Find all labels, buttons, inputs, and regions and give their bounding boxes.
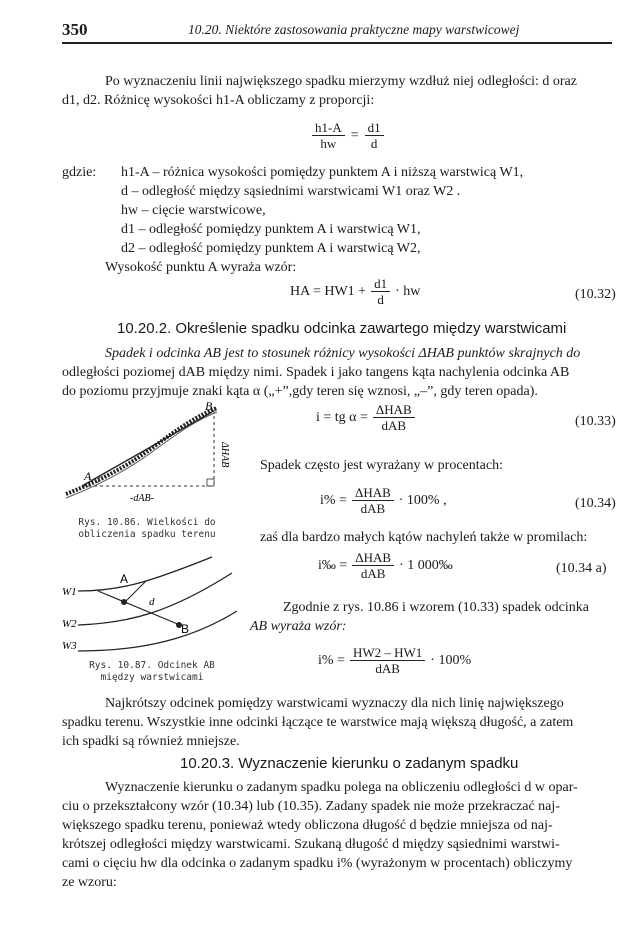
fig-1086-caption-line-2: obliczenia spadku terenu [78, 529, 216, 540]
permil-text: zaś dla bardzo małych kątów nachyleń także w promilach: [260, 530, 588, 545]
fig-1086-label-b: B [205, 399, 213, 413]
shortest-line-3: ich spadki są również mniejsze. [62, 734, 240, 749]
fig-1086-caption-line-1: Rys. 10.86. Wielkości do [78, 517, 216, 528]
fig-1087-label-a: A [120, 572, 129, 586]
proportion-eq: = [350, 127, 359, 143]
section-title-10-20-2: 10.20.2. Określenie spadku odcinka zawartego między warstwicami [117, 320, 567, 337]
last-para-line-1: Wyznaczenie kierunku o zadanym spadku polega na obliczeniu odległości d w opar- [105, 780, 578, 795]
eq-number-10-34: (10.34) [575, 496, 616, 511]
equation-10-33 [316, 402, 415, 433]
eq-number-10-33: (10.33) [575, 414, 616, 429]
last-para-line-2: ciu o przekształcony wzór (10.34) lub (10.35). Zadany spadek nie może przekraczać naj- [62, 799, 560, 814]
intro-line-2: d1, d2. Różnicę wysokości h1-A obliczamy z proporcji: [62, 93, 375, 108]
eq-1034-rhs: · 100% , [398, 492, 447, 508]
fig-1086-label-a: A [84, 469, 92, 483]
where-item-4: d1 – odległość pomiędzy punktem A i warstwicą W1, [121, 222, 421, 237]
eq-1033-lhs: i = tg α = [316, 409, 368, 425]
eq-1034-den: dAB [360, 501, 386, 516]
eq-1033-den: dAB [381, 418, 407, 433]
proportion-formula [312, 120, 384, 151]
percent-text: Spadek często jest wyrażany w procentach: [260, 458, 503, 473]
header-rule [62, 42, 612, 44]
equation-10-34 [320, 485, 447, 516]
fig-1087-label-b: B [181, 622, 190, 636]
definition-line-2: odległości poziomej dAB między nimi. Spadek i jako tangens kąta nachylenia odcinka AB [62, 365, 570, 380]
proportion-num-right: d1 [365, 120, 384, 136]
fig-1087-caption-line-1: Rys. 10.87. Odcinek AB [89, 660, 215, 671]
eq-1034a-den: dAB [360, 566, 386, 581]
eq-1034-lhs: i% = [320, 492, 347, 508]
last-para-line-5: cami o cięciu hw dla odcinka o zadanym spadku i% (wyrażonym w procentach) obliczymy [62, 856, 573, 871]
eq-1034-num: ΔHAB [352, 485, 394, 501]
contour-w1 [78, 557, 212, 591]
contour-w2 [78, 573, 232, 625]
last-para-line-6: ze wzoru: [62, 875, 117, 890]
eq-final-den: dAB [375, 661, 400, 676]
section-title-10-20-3: 10.20.3. Wyznaczenie kierunku o zadanym spadku [180, 755, 519, 772]
definition-line-1: Spadek i odcinka AB jest to stosunek różnicy wysokości ΔHAB punktów skrajnych do [105, 346, 581, 361]
fig-1086-label-delta-h: ΔHAB [219, 442, 230, 468]
where-item-5: d2 – odległość pomiędzy punktem A i warstwicą W2, [121, 241, 421, 256]
proportion-den-right: d [370, 136, 378, 151]
eq-1032-lhs: HA = HW1 + [290, 283, 367, 299]
zgodnie-line-1: Zgodnie z rys. 10.86 i wzorem (10.33) spadek odcinka [283, 600, 589, 615]
definition-line-3: do poziomu przyjmuje znaki kąta α („+”,gdy teren się wznosi, „–”, gdy teren opada). [62, 384, 538, 399]
figure-10-86-slope-diagram [62, 398, 232, 510]
intro-line-1: Po wyznaczeniu linii największego spadku mierzymy wzdłuż niej odległości: d oraz [105, 74, 577, 89]
last-para-line-4: krótszej odległości między warstwicami. Szukaną długość d między sąsiednimi warstwi- [62, 837, 560, 852]
where-item-2: d – odległość między sąsiednimi warstwicami W1 oraz W2 . [121, 184, 461, 199]
eq-1034a-num: ΔHAB [352, 550, 394, 566]
fig-1087-label-w3: W3 [62, 640, 77, 652]
eq-final-lhs: i% = [318, 652, 345, 668]
eq-final-num: HW2 – HW1 [350, 645, 425, 661]
shortest-line-2: spadku terenu. Wszystkie inne odcinki łączące te warstwice mają większą długość, a zatem [62, 715, 574, 730]
where-item-1: h1-A – różnica wysokości pomiędzy punktem A i niższą warstwicą W1, [121, 165, 524, 180]
page-number: 350 [62, 20, 88, 39]
right-angle-mark [207, 479, 214, 486]
segment-ab-line [82, 412, 212, 486]
shortest-line-1: Najkrótszy odcinek pomiędzy warstwicami wyznaczy dla nich linię największego [105, 696, 564, 711]
equation-final [318, 645, 471, 676]
point-a [121, 599, 127, 605]
fig-1087-label-w2: W2 [62, 618, 77, 630]
eq-1032-den: d [377, 292, 384, 307]
fig-1087-caption-line-2: między warstwicami [100, 672, 204, 683]
eq-1032-num: d1 [371, 276, 390, 292]
proportion-num-left: h1-A [312, 120, 345, 136]
eq-1034a-rhs: · 1 000‰ [399, 557, 453, 573]
eq-1033-num: ΔHAB [373, 402, 415, 418]
proportion-den-left: hw [320, 136, 337, 151]
where-closing: Wysokość punktu A wyraża wzór: [105, 260, 297, 275]
eq-final-rhs: · 100% [430, 652, 472, 668]
fig-1086-label-d-ab: -dAB- [130, 493, 154, 504]
last-para-line-3: większego spadku terenu, ponieważ wtedy obliczona długość d będzie mniejsza od naj- [62, 818, 553, 833]
eq-number-10-34a: (10.34 a) [556, 561, 607, 576]
equation-10-34a [318, 550, 453, 581]
where-label: gdzie: [62, 165, 97, 180]
fig-1087-label-d: d [149, 596, 155, 608]
eq-1032-rhs: · hw [395, 283, 421, 299]
eq-number-10-32: (10.32) [575, 287, 616, 302]
running-title: 10.20. Niektóre zastosowania praktyczne mapy warstwicowej [188, 22, 520, 37]
figure-10-87-contour-diagram [62, 555, 237, 659]
fig-1087-label-w1: W1 [62, 586, 77, 598]
equation-10-32 [290, 276, 420, 307]
where-item-3: hw – cięcie warstwicowe, [121, 203, 266, 218]
segment-ab [98, 591, 180, 625]
zgodnie-line-2: AB wyraża wzór: [250, 619, 347, 634]
eq-1034a-lhs: i‰ = [318, 557, 348, 573]
contour-w3 [78, 611, 237, 651]
